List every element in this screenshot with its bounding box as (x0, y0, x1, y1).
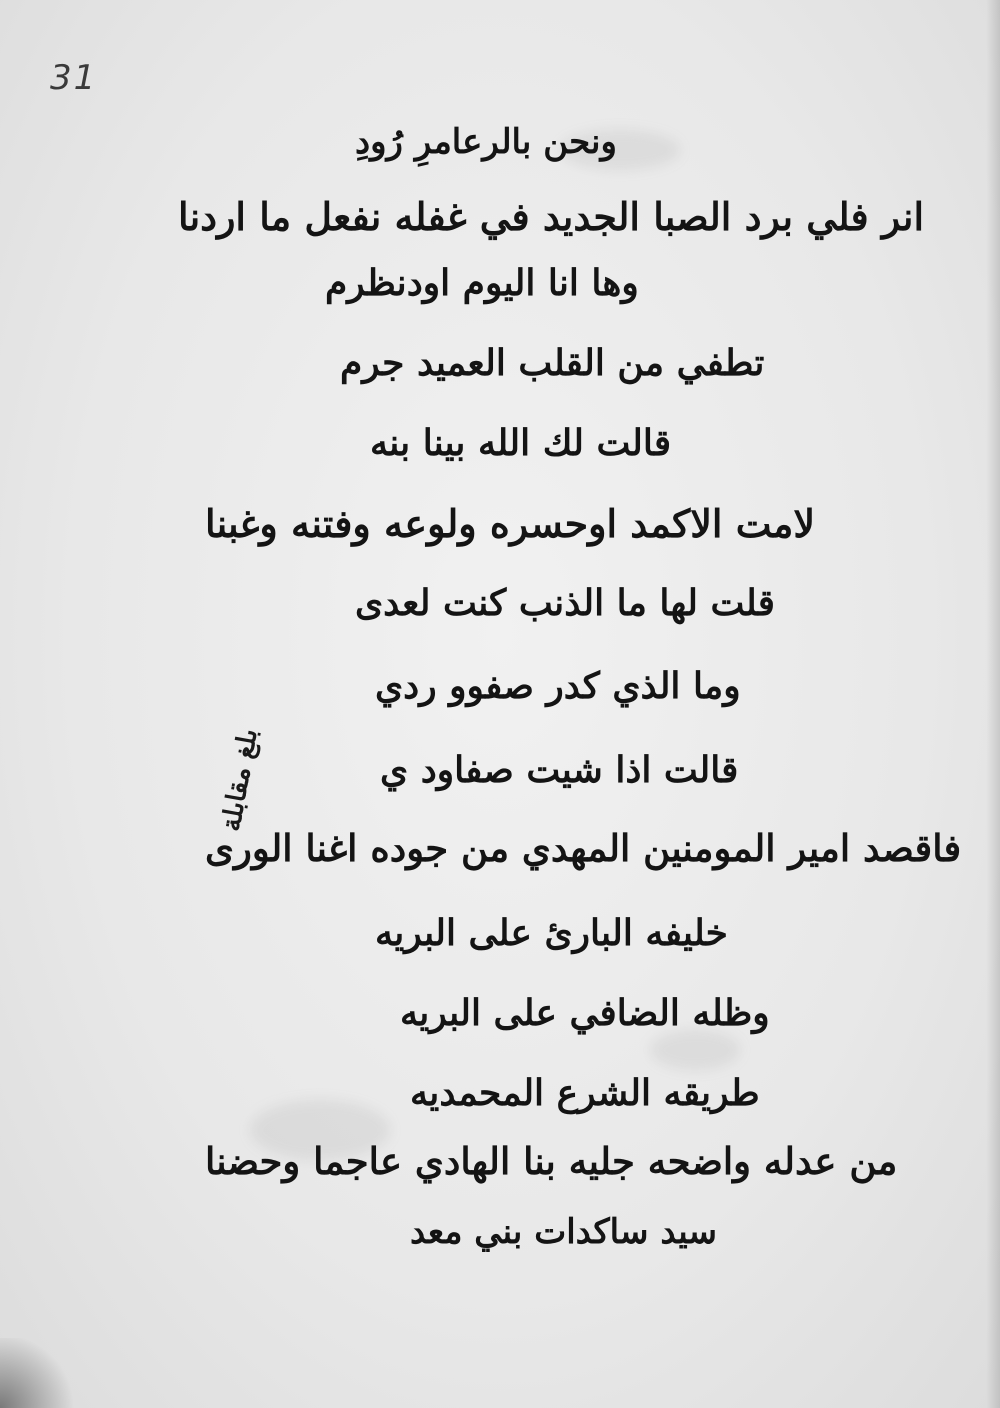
manuscript-line: سيد ساكدات بني معد (410, 1212, 717, 1252)
manuscript-line: انر فلي برد الصبا الجديد في غفله نفعل ما اردنا (178, 194, 925, 239)
corner-shadow (0, 1338, 80, 1408)
manuscript-line: قلت لها ما الذنب كنت لعدى (355, 582, 775, 624)
margin-note: بلغ مقابلة (216, 726, 264, 834)
ink-smudge (650, 1030, 740, 1070)
manuscript-line: فاقصد امير المومنين المهدي من جوده اغنا الورى (205, 826, 962, 870)
manuscript-line: لامت الاكمد اوحسره ولوعه وفتنه وغبنا (205, 501, 816, 546)
manuscript-line: ونحن بالرعامرِ رُودِ (355, 122, 617, 162)
manuscript-line: تطفي من القلب العميد جرم (340, 342, 765, 384)
manuscript-line: وما الذي كدر صفوو ردي (375, 665, 741, 707)
manuscript-line: قالت لك الله بينا بنه (370, 422, 672, 464)
manuscript-line: خليفه البارئ على البريه (375, 912, 728, 954)
manuscript-line: وها انا اليوم اودنظرم (325, 262, 639, 304)
manuscript-line: قالت اذا شيت صفاود ي (380, 749, 739, 791)
page-number: 31 (50, 58, 98, 98)
manuscript-line: طريقه الشرع المحمديه (410, 1072, 760, 1114)
manuscript-line: وظله الضافي على البريه (400, 992, 770, 1034)
manuscript-line: من عدله واضحه جليه بنا الهادي عاجما وحضنا (205, 1139, 898, 1183)
page-edge-shadow (986, 0, 1000, 1408)
